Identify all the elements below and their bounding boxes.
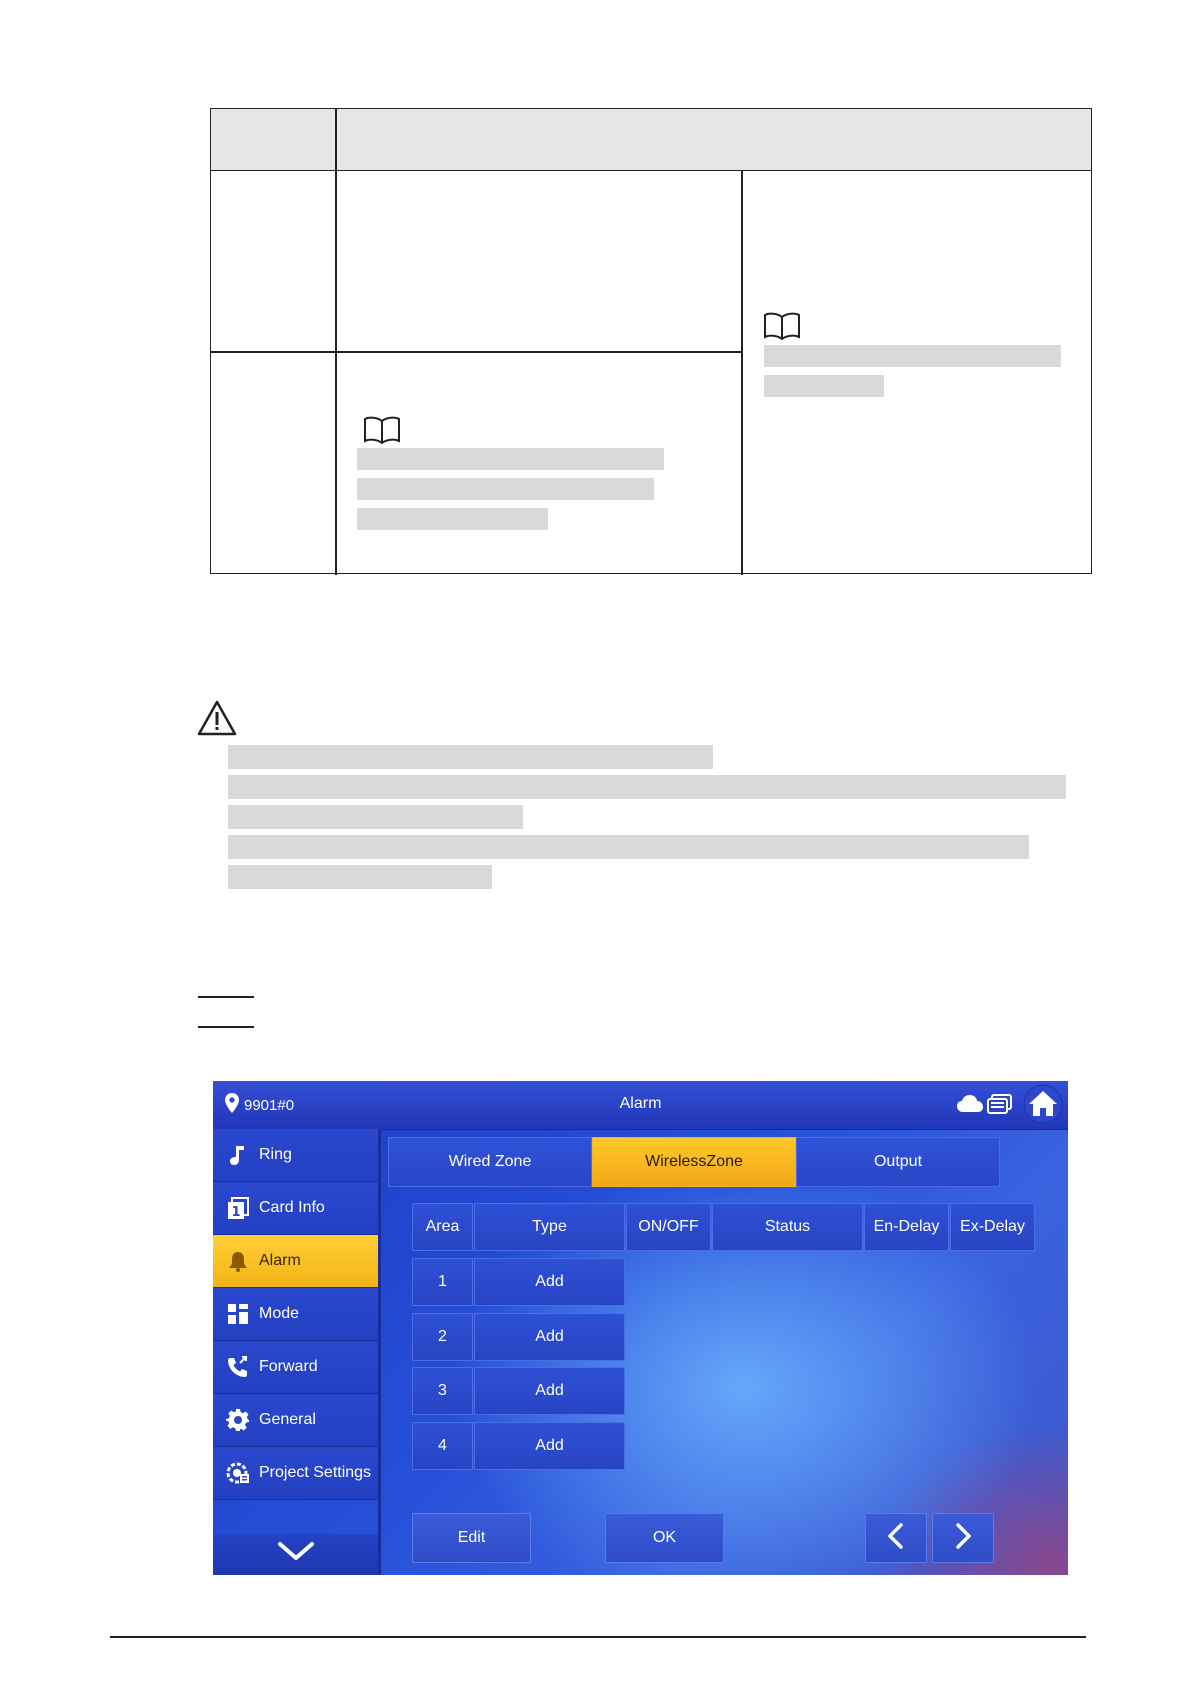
- step-marker: [198, 1026, 254, 1028]
- step-marker: [198, 996, 254, 998]
- column-header-status: Status: [712, 1203, 863, 1251]
- sidebar-item-label: Card Info: [259, 1199, 325, 1216]
- call-forward-icon: [225, 1354, 251, 1380]
- sidebar-item-general[interactable]: [213, 1394, 378, 1447]
- bell-icon: [225, 1248, 251, 1274]
- room-number: 9901#0: [244, 1096, 295, 1114]
- sidebar-item-label: Mode: [259, 1305, 300, 1322]
- next-page-button[interactable]: [932, 1513, 994, 1563]
- redacted-text: [228, 865, 492, 889]
- home-icon[interactable]: [1023, 1084, 1063, 1124]
- sidebar-item-forward[interactable]: [213, 1341, 378, 1394]
- sidebar-item-label: General: [259, 1411, 316, 1428]
- table-header-row: [211, 109, 1091, 171]
- chevron-left-icon: [885, 1523, 907, 1554]
- column-header-area: Area: [412, 1203, 473, 1251]
- warning-icon: [197, 700, 237, 736]
- sidebar-item-label: Alarm: [259, 1252, 301, 1269]
- note-book-icon: [363, 415, 401, 445]
- add-type-button[interactable]: Add: [474, 1367, 625, 1415]
- sidebar-item-ring[interactable]: [213, 1129, 378, 1182]
- table-row-area: 3: [412, 1367, 473, 1415]
- add-type-button[interactable]: Add: [474, 1258, 625, 1306]
- tab-wired-zone[interactable]: Wired Zone: [388, 1137, 592, 1187]
- column-header-ex-delay: Ex-Delay: [950, 1203, 1035, 1251]
- redacted-text: [764, 375, 884, 397]
- card-icon: [225, 1195, 251, 1221]
- sidebar: [213, 1129, 378, 1575]
- sidebar-divider: [378, 1129, 381, 1575]
- table-divider: [741, 171, 743, 575]
- table-divider: [335, 109, 337, 575]
- redacted-text: [228, 805, 523, 829]
- edit-button[interactable]: Edit: [412, 1513, 531, 1563]
- gear-icon: [225, 1407, 251, 1433]
- table-row-area: 2: [412, 1313, 473, 1361]
- monitor-icon: [987, 1093, 1013, 1117]
- mode-grid-icon: [225, 1301, 251, 1327]
- redacted-text: [357, 508, 548, 530]
- redacted-text: [357, 448, 664, 470]
- svg-text:1: 1: [231, 1205, 241, 1220]
- table-row-area: 4: [412, 1422, 473, 1470]
- page-title: Alarm: [619, 1095, 662, 1112]
- sidebar-more-button[interactable]: [213, 1534, 378, 1575]
- add-type-button[interactable]: Add: [474, 1313, 625, 1361]
- tab-wireless-zone[interactable]: WirelessZone: [592, 1137, 796, 1187]
- column-header-en-delay: En-Delay: [864, 1203, 949, 1251]
- alarm-screen: [213, 1081, 1068, 1575]
- table-row-area: 1: [412, 1258, 473, 1306]
- sidebar-item-card-info[interactable]: [213, 1182, 378, 1235]
- column-header-on-off: ON/OFF: [626, 1203, 711, 1251]
- redacted-text: [228, 745, 713, 769]
- redacted-text: [764, 345, 1061, 367]
- chevron-down-icon: [276, 1540, 316, 1569]
- note-book-icon: [763, 311, 801, 341]
- redacted-text: [228, 835, 1029, 859]
- parameter-table: [210, 108, 1092, 574]
- column-header-type: Type: [474, 1203, 625, 1251]
- sidebar-item-project-settings[interactable]: [213, 1447, 378, 1500]
- previous-page-button[interactable]: [865, 1513, 927, 1563]
- project-settings-icon: [225, 1460, 251, 1486]
- cloud-icon: [957, 1094, 983, 1114]
- sidebar-item-label: Project Settings: [259, 1464, 372, 1481]
- music-note-icon: [225, 1142, 251, 1168]
- sidebar-item-label: Forward: [259, 1358, 318, 1375]
- sidebar-item-mode[interactable]: [213, 1288, 378, 1341]
- table-divider: [211, 351, 742, 353]
- zone-tabs: [388, 1137, 998, 1187]
- chevron-right-icon: [952, 1523, 974, 1554]
- ok-button[interactable]: OK: [605, 1513, 724, 1563]
- sidebar-item-alarm[interactable]: [213, 1235, 378, 1288]
- tab-output[interactable]: Output: [796, 1137, 1000, 1187]
- sidebar-item-label: Ring: [259, 1146, 292, 1163]
- redacted-text: [357, 478, 654, 500]
- redacted-text: [228, 775, 1066, 799]
- top-bar: [213, 1081, 1068, 1130]
- footer-rule: [110, 1636, 1086, 1638]
- add-type-button[interactable]: Add: [474, 1422, 625, 1470]
